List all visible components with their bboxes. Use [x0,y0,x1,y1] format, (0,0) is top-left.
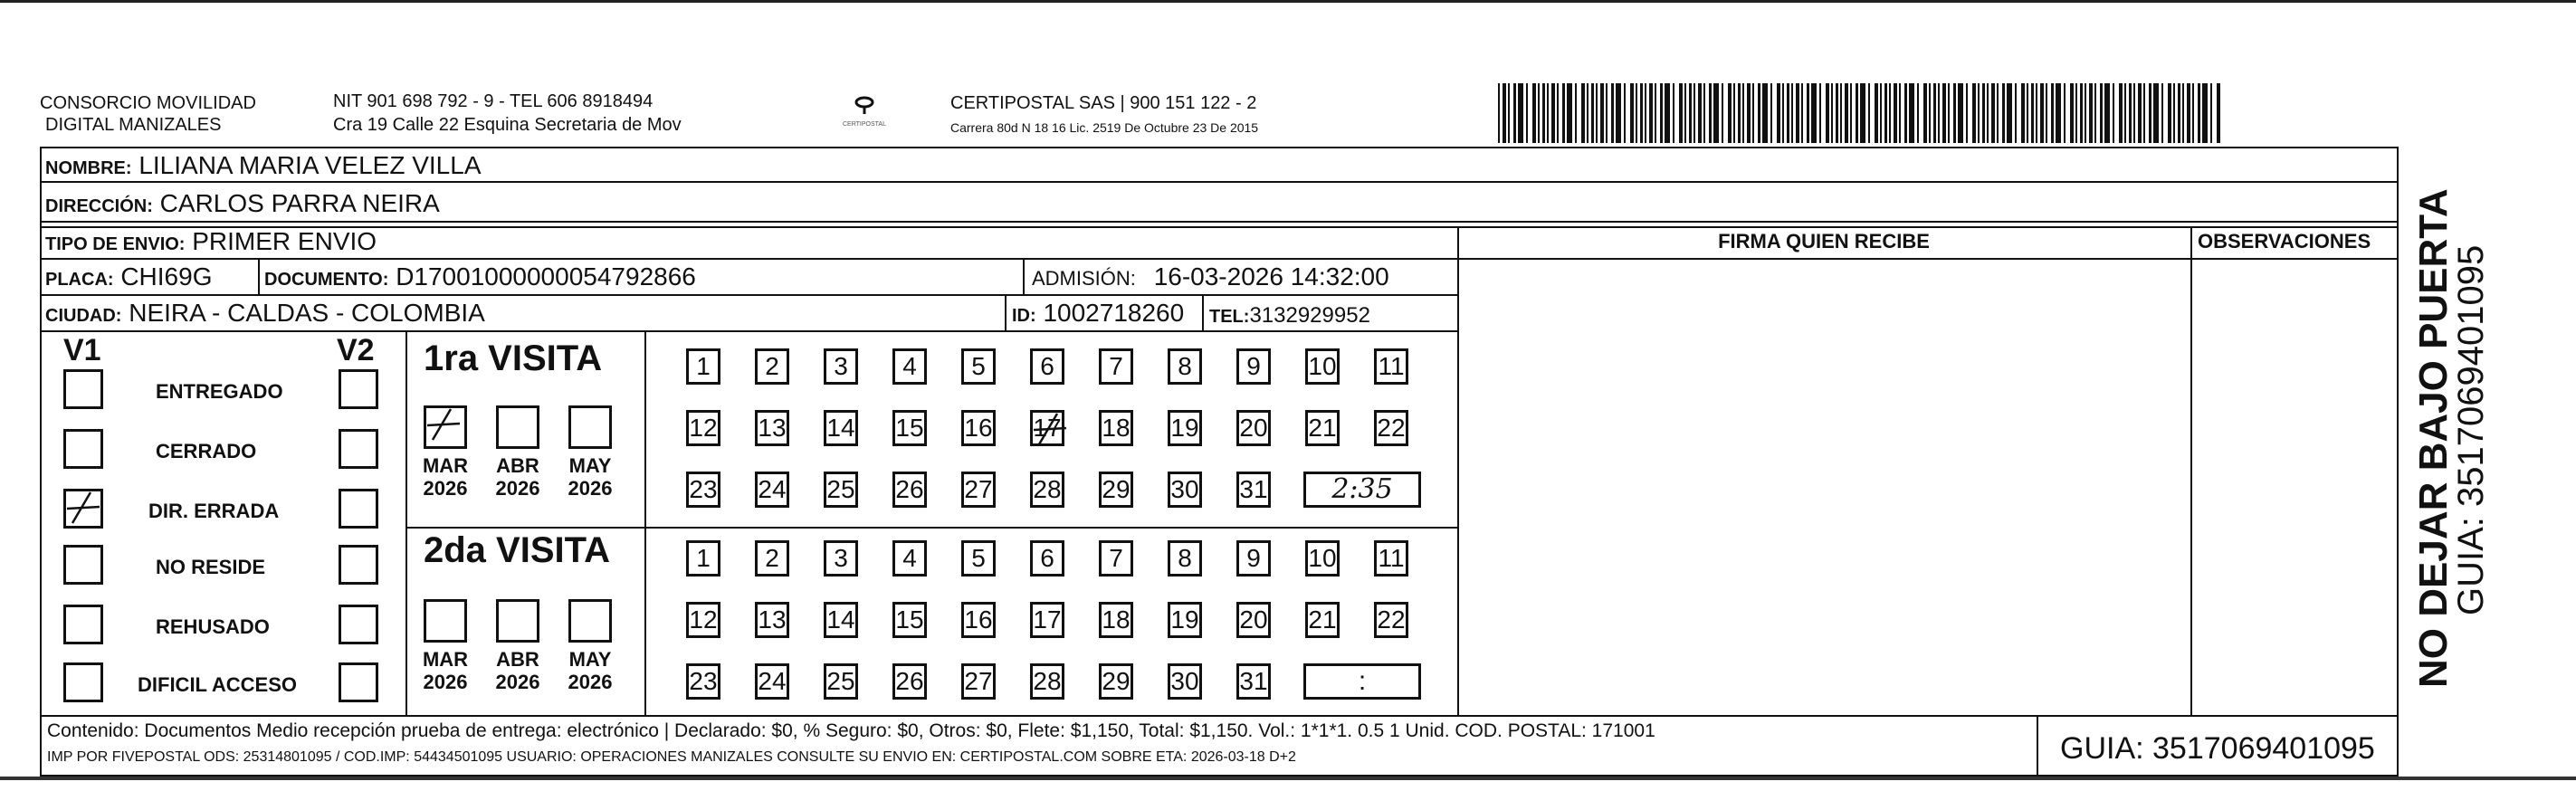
day-box[interactable]: 24 [755,663,789,700]
day-box[interactable]: 25 [824,663,858,700]
day-box[interactable]: 28 [1030,663,1064,700]
day-box[interactable]: 14 [824,602,858,638]
observaciones-label: OBSERVACIONES [2198,230,2371,253]
day-box[interactable]: 31 [1236,663,1271,700]
frame-right [2397,147,2399,777]
barcode-bar [1693,83,1695,143]
barcode-bar [2182,83,2184,143]
barcode-bar [1909,83,1914,143]
barcode-bar [1923,83,1927,143]
barcode-bar [1581,83,1585,143]
barcode-bar [2113,83,2114,143]
barcode-bar [2031,83,2034,143]
side-warning: NO DEJAR BAJO PUERTA [2411,188,2456,688]
barcode-bar [1987,83,1989,143]
day-box[interactable]: 22 [1374,410,1408,446]
day-box[interactable]: 18 [1099,602,1133,638]
barcode-bar [1562,83,1565,143]
barcode-bar [1966,83,1968,143]
day-box[interactable]: 3 [824,540,858,577]
barcode-bar [2070,83,2074,143]
admision-label: ADMISIÓN: [1032,267,1136,290]
documento-value: D17001000000054792866 [396,262,696,291]
barcode-bar [1997,83,1999,143]
barcode-bar [1796,83,1799,143]
barcode-bar [2089,83,2093,143]
documento-cell [264,262,696,295]
barcode-bar [1684,83,1686,143]
certipostal-logo-text: CERTIPOSTAL [843,121,886,128]
barcode-bar [1811,83,1817,143]
placa-cell [45,262,212,295]
barcode-bar [1762,83,1768,143]
tipo-label: TIPO DE ENVIO: [45,234,186,254]
barcode-bar [2217,83,2220,143]
barcode-bar [1679,83,1683,143]
status-option-label: DIR. ERRADA [148,500,280,522]
day-box[interactable]: 10 [1305,540,1340,577]
barcode-bar [1747,83,1751,143]
barcode-bar [2143,83,2145,143]
barcode-bar [1665,83,1670,143]
barcode-bar [2161,83,2163,143]
admision-value: 16-03-2026 14:32:00 [1153,262,1389,291]
barcode-bar [2051,83,2054,143]
day-box[interactable]: 20 [1236,602,1271,638]
day-box[interactable]: 29 [1099,663,1133,700]
col-placa [258,258,260,294]
barcode-bar [2085,83,2086,143]
imp-text: IMP POR FIVEPOSTAL ODS: 25314801095 / COD.IMP: 54434501095 USUARIO: OPERACIONES MANIZALES CONSULTE SU ENVIO EN: CERTIPOSTAL.COM SOBRE ETA: 2026-03-18 D+2 [47,749,1296,765]
status-option-label: DIFICIL ACCESO [138,673,298,696]
barcode-bar [1953,83,1956,143]
contenido-text: Contenido: Documentos Medio recepción prueba de entrega: electrónico | Declarado: $0, % Seguro: $0, Otros: $0, Flete: $1,150, Total: $1,150. Vol.: 1*1*1. 0.5 1 Unid. COD. POSTAL: 171001 [47,720,1655,741]
tipo-row [45,226,377,260]
barcode-bar [1836,83,1838,143]
day-box[interactable]: 4 [892,540,927,577]
barcode-bar [1611,83,1614,143]
certipostal-logo [837,94,892,130]
barcode-bar [1551,83,1555,143]
second-visit-label: 2da VISITA [424,530,610,570]
barcode-bar [1733,83,1735,143]
row-line-2b [40,226,2399,228]
barcode-bar [2153,83,2159,143]
barcode-bar [1904,83,1907,143]
barcode-bar [1532,83,1536,143]
day-box[interactable]: 27 [961,663,996,700]
tel-value: 3132929952 [1249,303,1370,328]
side-guia: GUIA: 3517069401095 [2451,244,2491,615]
footer-guia: GUIA: 3517069401095 [2060,731,2375,766]
v2-label: V2 [337,333,375,367]
col-visita [644,330,646,715]
barcode-bar [1567,83,1572,143]
barcode-bar [2202,83,2208,143]
ciudad-value: NEIRA - CALDAS - COLOMBIA [129,299,485,327]
tel-cell [1209,300,1370,332]
month-label: MAY 2026 [568,454,613,500]
barcode-bar [1542,83,1545,143]
day-box[interactable]: 26 [892,472,927,508]
day-box[interactable]: 8 [1168,540,1202,577]
v2-checkbox[interactable] [339,489,378,529]
frame-left [40,147,42,777]
barcode-bar [1600,83,1604,143]
v1-label: V1 [63,333,101,367]
direccion-label: DIRECCIÓN: [45,196,153,216]
barcode-bar [2064,83,2066,143]
day-box[interactable]: 30 [1168,472,1202,508]
day-box[interactable]: 7 [1099,540,1133,577]
month-label: MAY 2026 [568,648,613,693]
firma-label: FIRMA QUIEN RECIBE [1718,230,1930,253]
direccion-row [45,188,440,222]
v2-checkbox[interactable] [339,605,378,644]
status-option-label: NO RESIDE [156,556,266,578]
status-option-label: ENTREGADO [156,380,283,403]
barcode-bar [1606,83,1608,143]
footer-line [40,715,2399,717]
barcode-bar [2138,83,2142,143]
barcode-bar [1782,83,1784,143]
barcode-bar [1929,83,1931,143]
barcode-bar [1596,83,1598,143]
id-cell [1012,298,1184,331]
barcode-bar [1728,83,1732,143]
barcode-bar [1713,83,1719,143]
barcode-bar [2133,83,2135,143]
v1-checkbox[interactable] [63,605,103,644]
barcode-bar [1884,83,1887,143]
day-box[interactable]: 9 [1236,348,1271,385]
barcode-bar [1709,83,1712,143]
frame-top [40,147,2399,148]
barcode-bar [2027,83,2028,143]
placa-label: PLACA: [45,270,114,290]
barcode-bar [1738,83,1741,143]
day-box[interactable]: 21 [1305,410,1340,446]
barcode-bar [2100,83,2103,143]
barcode-bar [1982,83,1985,143]
day-box[interactable]: 11 [1374,540,1408,577]
day-box[interactable]: 29 [1099,472,1133,508]
v2-checkbox[interactable] [339,662,378,702]
month-label: ABR 2026 [495,454,540,500]
day-box[interactable]: 19 [1168,410,1202,446]
day-box[interactable]: 7 [1099,348,1133,385]
company-nit: NIT 901 698 792 - 9 - TEL 606 8918494 [333,91,654,111]
v2-checkbox[interactable] [339,429,378,469]
status-option-label: REHUSADO [156,615,270,638]
month-label: MAR 2026 [422,648,469,693]
barcode-bar [1498,83,1500,143]
barcode-bar [1819,83,1821,143]
day-box[interactable]: 24 [755,472,789,508]
barcode-bar [1777,83,1780,143]
day-box[interactable]: 22 [1374,602,1408,638]
day-box[interactable]: 13 [755,602,789,638]
tipo-value: PRIMER ENVIO [192,227,377,255]
barcode-bar [2094,83,2096,143]
barcode-bar [2104,83,2110,143]
col-status [405,330,407,715]
day-box[interactable]: 16 [961,602,996,638]
day-box[interactable]: 13 [755,410,789,446]
barcode-bar [2198,83,2200,143]
barcode-bar [1875,83,1878,143]
company-address: Cra 19 Calle 22 Esquina Secretaria de Mov [333,115,682,135]
barcode-bar [1640,83,1643,143]
v1-checkbox[interactable] [63,489,103,529]
day-box[interactable]: 17 [1030,410,1064,446]
month-checkbox[interactable] [424,405,467,449]
day-box[interactable]: 5 [961,540,996,577]
v2-checkbox[interactable] [339,369,378,409]
v1-checkbox[interactable] [63,545,103,585]
day-box[interactable]: 6 [1030,540,1064,577]
col-admision [1023,258,1025,294]
day-box[interactable]: 27 [961,472,996,508]
v1-checkbox[interactable] [63,662,103,702]
barcode-bar [1850,83,1852,143]
barcode-bar [1698,83,1702,143]
barcode-bar [2046,83,2047,143]
bottom-border [0,777,2576,780]
time-box[interactable]: 2:35 [1303,472,1421,508]
nombre-label: NOMBRE: [45,158,132,178]
barcode-bar [1801,83,1803,143]
day-box[interactable]: 31 [1236,472,1271,508]
barcode-bar [1513,83,1516,143]
barcode-bar [2149,83,2151,143]
col-guia-footer [2037,715,2038,775]
placa-value: CHI69G [120,262,213,291]
day-box[interactable]: 16 [961,410,996,446]
barcode-bar [2056,83,2061,143]
barcode-bar [2119,83,2123,143]
barcode-bar [1591,83,1594,143]
barcode-bar [1845,83,1848,143]
barcode-bar [2178,83,2180,143]
barcode-bar [2007,83,2012,143]
barcode-bar [1655,83,1656,143]
barcode-bar [2124,83,2126,143]
barcode-bar [2192,83,2194,143]
barcode-bar [1791,83,1793,143]
day-box[interactable]: 2 [755,348,789,385]
barcode-bar [1972,83,1976,143]
v1-checkbox[interactable] [63,369,103,409]
month-checkbox[interactable] [496,405,539,449]
col-sign-left [1457,226,1459,715]
barcode-bar [2002,83,2005,143]
barcode-bar [1645,83,1646,143]
day-box[interactable]: 3 [824,348,858,385]
v2-checkbox[interactable] [339,545,378,585]
barcode-bar [1752,83,1754,143]
barcode-bar [1526,83,1528,143]
v1-checkbox[interactable] [63,429,103,469]
barcode-bar [1856,83,1858,143]
barcode-bar [1630,83,1634,143]
barcode-bar [2075,83,2077,143]
top-border [0,0,2576,3]
day-box[interactable]: 23 [686,663,720,700]
month-label: MAR 2026 [422,454,469,500]
barcode-bar [1616,83,1621,143]
col-id [1005,294,1007,330]
barcode-bar [1508,83,1510,143]
barcode-bar [2036,83,2037,143]
barcode-bar [1703,83,1705,143]
barcode-bar [1860,83,1865,143]
barcode-bar [1958,83,1963,143]
ciudad-cell [45,298,485,331]
day-box[interactable]: 11 [1374,348,1408,385]
visit-divider [405,527,1457,529]
barcode-bar [1742,83,1744,143]
row-line-4 [40,294,1457,296]
direccion-value: CARLOS PARRA NEIRA [159,189,440,217]
barcode-bar [1673,83,1674,143]
day-box[interactable]: 19 [1168,602,1202,638]
tel-label: TEL: [1209,307,1250,327]
barcode-bar [2168,83,2171,143]
day-box[interactable]: 2 [755,540,789,577]
day-box[interactable]: 4 [892,348,927,385]
documento-label: DOCUMENTO: [264,270,389,290]
barcode-bar [1770,83,1772,143]
barcode-bar [1899,83,1901,143]
month-checkbox[interactable] [496,599,539,643]
barcode-bar [1587,83,1589,143]
company-name-line2: DIGITAL MANIZALES [45,115,222,135]
barcode-bar [2187,83,2190,143]
barcode-bar [1938,83,1940,143]
barcode-bar [2129,83,2132,143]
id-value: 1002718260 [1043,299,1185,327]
barcode-bar [1503,83,1506,143]
barcode-bar [1557,83,1559,143]
nombre-row [45,150,482,184]
time-box[interactable]: : [1303,663,1421,700]
status-option-label: CERRADO [156,440,257,462]
barcode-bar [1575,83,1577,143]
barcode-bar [1978,83,1980,143]
barcode-bar [1538,83,1540,143]
barcode-bar [1660,83,1663,143]
carrier-name: CERTIPOSTAL SAS | 900 151 122 - 2 [950,93,1257,113]
barcode-bar [1518,83,1523,143]
day-box[interactable]: 23 [686,472,720,508]
company-name-line1: CONSORCIO MOVILIDAD [40,93,256,113]
day-box[interactable]: 9 [1236,540,1271,577]
day-box[interactable]: 15 [892,602,927,638]
id-label: ID: [1012,306,1036,326]
col-tel [1202,294,1204,330]
barcode-bar [1889,83,1891,143]
month-label: ABR 2026 [495,648,540,693]
barcode-bar [1826,83,1829,143]
carrier-address: Carrera 80d N 18 16 Lic. 2519 De Octubre 23 De 2015 [950,120,1259,135]
month-checkbox[interactable] [424,599,467,643]
first-visit-label: 1ra VISITA [424,338,603,378]
day-box[interactable]: 8 [1168,348,1202,385]
day-box[interactable]: 6 [1030,348,1064,385]
barcode-bar [1689,83,1692,143]
barcode-bar [1624,83,1626,143]
day-box[interactable]: 17 [1030,602,1064,638]
barcode-bar [2040,83,2044,143]
barcode-bar [1807,83,1809,143]
barcode-bar [2080,83,2083,143]
col-obs-left [2190,226,2192,715]
day-box[interactable]: 1 [686,348,720,385]
barcode-bar [1894,83,1897,143]
barcode-bar [1948,83,1950,143]
barcode-bar [1880,83,1882,143]
day-box[interactable]: 21 [1305,602,1340,638]
barcode-bar [1547,83,1549,143]
day-box[interactable]: 12 [686,410,720,446]
day-box[interactable]: 25 [824,472,858,508]
barcode-bar [1917,83,1919,143]
day-box[interactable]: 14 [824,410,858,446]
barcode-bar [1991,83,1995,143]
barcode-bar [1840,83,1842,143]
barcode-bar [1649,83,1653,143]
barcode-bar [1933,83,1936,143]
month-checkbox[interactable] [568,405,612,449]
admision-cell [1032,262,1389,294]
barcode-bar [2210,83,2212,143]
day-box[interactable]: 18 [1099,410,1133,446]
day-box[interactable]: 12 [686,602,720,638]
day-box[interactable]: 5 [961,348,996,385]
nombre-value: LILIANA MARIA VELEZ VILLA [138,151,482,179]
barcode-bar [1636,83,1637,143]
barcode-bar [1758,83,1760,143]
barcode-bar [1831,83,1833,143]
day-box[interactable]: 28 [1030,472,1064,508]
barcode-bar [1722,83,1723,143]
day-box[interactable]: 26 [892,663,927,700]
barcode-bar [1868,83,1870,143]
barcode [1498,83,2222,143]
ciudad-label: CIUDAD: [45,306,122,326]
day-box[interactable]: 10 [1305,348,1340,385]
barcode-bar [1787,83,1789,143]
barcode-bar [2173,83,2175,143]
row-line-3 [40,258,2399,260]
day-box[interactable]: 15 [892,410,927,446]
day-box[interactable]: 30 [1168,663,1202,700]
day-box[interactable]: 1 [686,540,720,577]
day-box[interactable]: 20 [1236,410,1271,446]
barcode-bar [1942,83,1946,143]
month-checkbox[interactable] [568,599,612,643]
barcode-bar [2021,83,2025,143]
barcode-bar [2015,83,2017,143]
